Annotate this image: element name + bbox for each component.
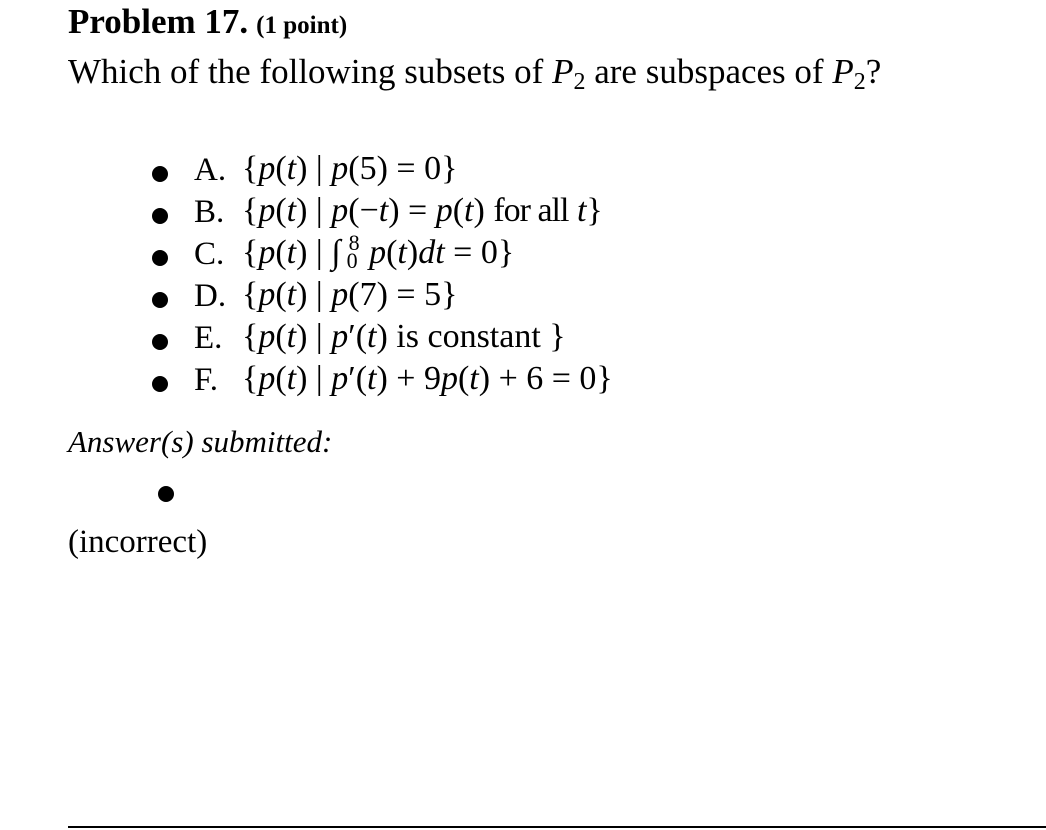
option-letter: F. bbox=[194, 362, 218, 398]
option-letter: A. bbox=[194, 152, 227, 188]
option-expression: {p(t) | p′(t) + 9p(t) + 6 = 0} bbox=[242, 360, 613, 397]
bullet-icon bbox=[152, 208, 168, 224]
bullet-icon bbox=[152, 250, 168, 266]
bullet-icon bbox=[152, 334, 168, 350]
option-letter: E. bbox=[194, 320, 223, 356]
problem-points: (1 point) bbox=[256, 12, 348, 39]
bullet-icon bbox=[152, 376, 168, 392]
answer-status: (incorrect) bbox=[68, 524, 208, 560]
bullet-icon bbox=[152, 166, 168, 182]
answer-bullet-icon bbox=[158, 486, 174, 502]
space-symbol: $P_2$ bbox=[552, 52, 586, 95]
option-expression: {p(t) | p(7) = 5} bbox=[242, 276, 458, 313]
option-letter: C. bbox=[194, 236, 225, 272]
space-symbol: $P_2$ bbox=[832, 52, 866, 95]
option-expression: {p(t) | p′(t) is constant } bbox=[242, 318, 566, 355]
option-expression: {p(t) | p(−t) = p(t) for all t} bbox=[242, 192, 603, 229]
question-text: Which of the following subsets of $P_2$ are subspaces of $P_2$? bbox=[68, 52, 882, 95]
option-letter: D. bbox=[194, 278, 227, 314]
option-expression: {p(t) | p(5) = 0} bbox=[242, 150, 458, 187]
option-expression: {p(t) | ∫ 8 0 p(t)dt = 0} bbox=[242, 230, 515, 273]
problem-title: Problem 17. bbox=[68, 2, 249, 41]
answers-submitted-label: Answer(s) submitted: bbox=[68, 424, 333, 459]
divider bbox=[68, 826, 1046, 828]
option-letter: B. bbox=[194, 194, 225, 230]
bullet-icon bbox=[152, 292, 168, 308]
